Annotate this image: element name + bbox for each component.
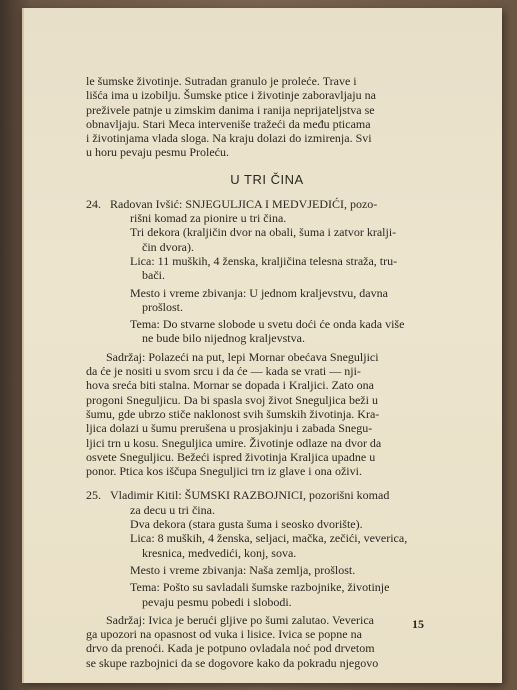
text-line: lišća ima u izobilju. Šumske ptice i životinje zaboravljaju na bbox=[86, 88, 376, 103]
synopsis-line: osvete Snegulјicu. Bežeći ispred životinja Kraljica upadne u bbox=[86, 449, 376, 464]
page-text bbox=[86, 74, 448, 670]
synopsis-line: se skupe razbojnici da se dogovore kako da pokradu njegovo bbox=[86, 655, 379, 670]
cast-line: kresnica, medvedići, konj, sova. bbox=[142, 545, 297, 560]
entry-number: 25. bbox=[86, 488, 101, 503]
entry-title-line: rišni komad za pionire u tri čina. bbox=[130, 211, 287, 226]
theme-line: Tema: Pošto su savladali šumske razbojnike, životinje bbox=[130, 580, 390, 595]
entry-number: 24. bbox=[86, 196, 101, 211]
theme-line: pevaju pesmu pobedi i slobodi. bbox=[142, 594, 292, 609]
synopsis-line: ponor. Ptica kos iščupa Snegulјici trn iz glave i ona oživi. bbox=[86, 464, 362, 479]
theme-line: Tema: Do stvarne slobode u svetu doći će onda kada više bbox=[130, 317, 405, 332]
entry-title-line: Vladimir Kitil: ŠUMSKI RAZBOJNICI, pozorišni komad bbox=[110, 488, 390, 503]
entry-body bbox=[110, 197, 448, 346]
synopsis-paragraph bbox=[86, 350, 448, 479]
synopsis-line: ljici trn u kosu. Snegulјica umire. Životinje odlaze na dvor da bbox=[86, 435, 382, 450]
setting-line: prošlost. bbox=[142, 299, 184, 314]
text-line: i životinjama vlada sloga. Na kraju dolazi do izmirenja. Svi bbox=[86, 131, 372, 146]
synopsis-line: progoni Snegulјicu. Da bi spasla svoj život Snegulјica beži u bbox=[86, 392, 378, 407]
book-page bbox=[22, 8, 502, 683]
text-line: preživele patnje u zimskim danima i ranija neprijateljstva se bbox=[86, 102, 375, 117]
cast-line: Lica: 8 muških, 4 ženska, seljaci, mačka, zečići, veverica, bbox=[130, 531, 408, 546]
entry-body bbox=[110, 488, 448, 608]
dekor-line: Dva dekora (stara gusta šuma i seosko dvorište). bbox=[130, 517, 363, 532]
dekor-line: čin dvora). bbox=[142, 239, 194, 254]
setting-line: Mesto i vreme zbivanja: Naša zemlja, prošlost. bbox=[130, 562, 356, 577]
entry-title-line: Radovan Ivšić: SNJEGULJICA I MEDVJEDIĆI, pozo- bbox=[110, 196, 378, 211]
intro-paragraph bbox=[86, 74, 448, 160]
synopsis-line: Sadržaj: Polazeći na put, lepi Mornar obećava Snegulјici bbox=[106, 349, 379, 364]
synopsis-line: ljica dolazi u šumu prerušena u prosjakinju i zabada Snegu- bbox=[86, 421, 373, 436]
play-entry bbox=[86, 197, 448, 346]
section-heading: U TRI ČINA bbox=[230, 171, 304, 187]
synopsis-line: hova sreća biti stalna. Mornar se dopada i Kraljici. Zato ona bbox=[86, 378, 374, 393]
cast-line: bači. bbox=[142, 268, 165, 283]
dekor-line: Tri dekora (kraljičin dvor na obali, šuma i zatvor kralji- bbox=[130, 225, 397, 240]
synopsis-line: da će je nositi u svom srcu i da će — kada se vrati — nji- bbox=[86, 364, 361, 379]
page-number: 15 bbox=[412, 617, 424, 631]
text-line: obnavljaju. Stari Meca interveniše tražeći da među pticama bbox=[86, 116, 371, 131]
text-line: u horu pevaju pesmu Proleću. bbox=[86, 145, 229, 160]
synopsis-line: drvo da prenoći. Kada je potpuno ovladala noć pod drvetom bbox=[86, 641, 375, 656]
synopsis-paragraph bbox=[86, 613, 448, 670]
setting-line: Mesto i vreme zbivanja: U jednom kraljevstvu, davna bbox=[130, 285, 388, 300]
synopsis-line: ga upozori na opasnost od vuka i lisice. Ivica se popne na bbox=[86, 627, 362, 642]
text-line: le šumske životinje. Sutradan granulo je proleće. Trave i bbox=[86, 74, 357, 88]
entry-title-line: za decu u tri čina. bbox=[130, 502, 215, 517]
synopsis-line: Sadržaj: Ivica je berući gljive po šumi zalutao. Veverica bbox=[106, 612, 375, 627]
play-entry bbox=[86, 488, 448, 608]
cast-line: Lica: 11 muških, 4 ženska, kraljičina telesna straža, tru- bbox=[130, 253, 398, 268]
theme-line: ne bude bilo nijednog kraljevstva. bbox=[142, 331, 305, 346]
synopsis-line: šumu, gde ubrzo stiče naklonost svih šumskih životinja. Kra- bbox=[86, 406, 380, 421]
